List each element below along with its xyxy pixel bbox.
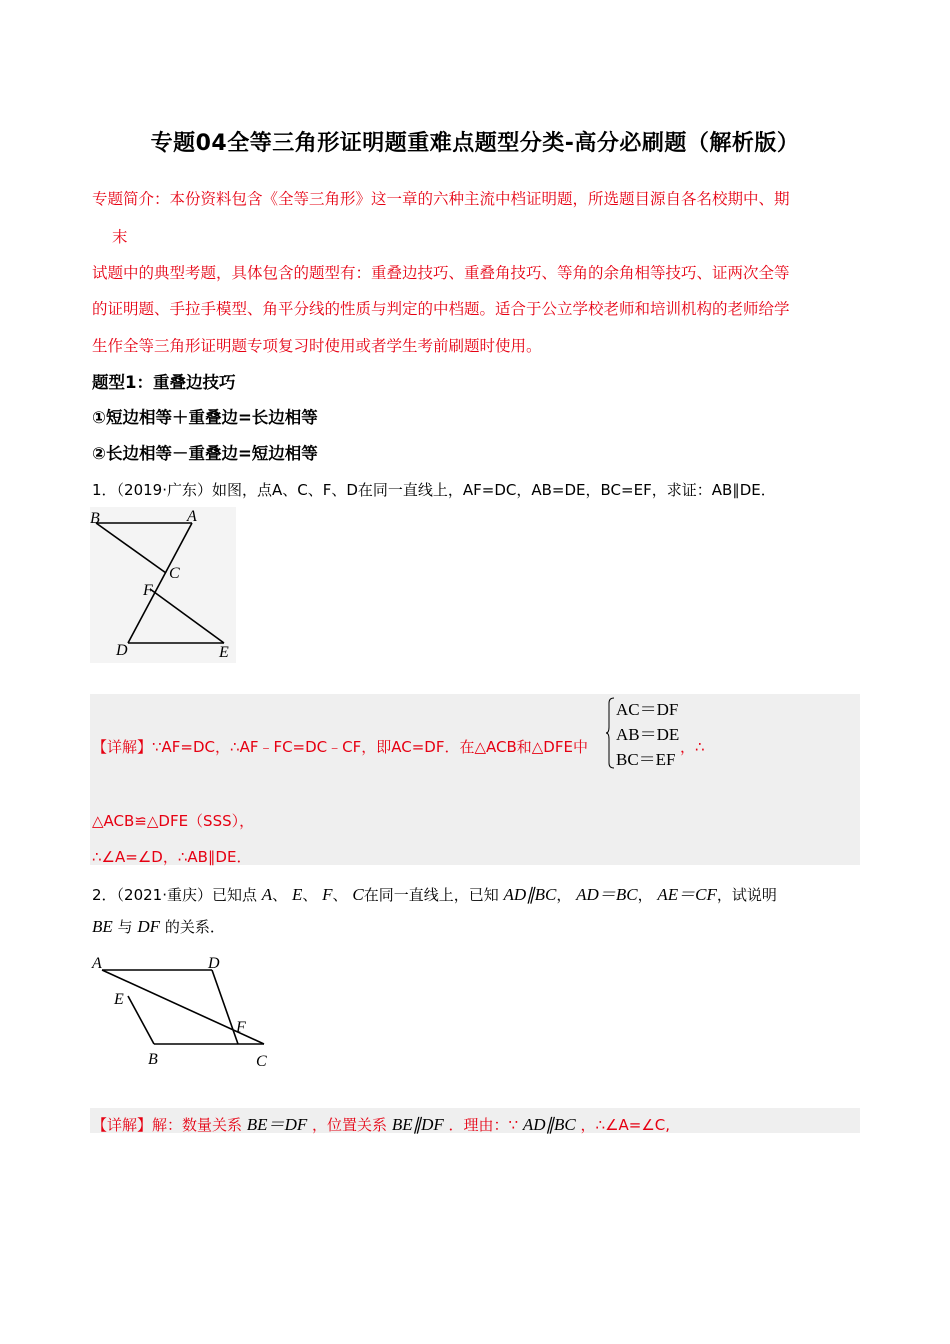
q2-df: DF <box>137 917 161 936</box>
q2-tail: ，试说明 <box>716 886 777 904</box>
fig2-label-e: E <box>114 991 124 1008</box>
fig2-label-c: C <box>256 1053 267 1070</box>
q2-sep-3: 、 <box>332 886 348 904</box>
answer-1-intro: 【详解】∵AF=DC，∴AF﹣FC=DC﹣CF，即AC=DF．在△ACB和△DFE中 <box>92 738 588 756</box>
q2-condition-1: AD∥BC <box>503 885 557 904</box>
page-title: 专题04全等三角形证明题重难点题型分类-高分必刷题（解析版） <box>150 131 800 156</box>
answer-2-tail: ，∴∠A=∠C, <box>580 1116 671 1134</box>
q2-yu: 与 <box>117 918 133 936</box>
q2-comma-1: ， <box>556 886 572 904</box>
q2-point-e: E <box>291 885 303 904</box>
answer-1-line-1 <box>92 736 588 757</box>
brace <box>606 697 616 769</box>
rule-1: ①短边相等＋重叠边=长边相等 <box>92 408 318 427</box>
q2-end: 的关系． <box>164 918 225 936</box>
answer-1-box <box>90 694 860 865</box>
q2-prefix: 2．（2021·重庆）已知点 <box>92 886 257 904</box>
q2-mid: 在同一直线上，已知 <box>363 886 499 904</box>
congruence-system <box>616 695 679 770</box>
q2-comma-2: ， <box>637 886 653 904</box>
answer-2-line <box>92 1110 670 1135</box>
fig2-label-f: F <box>236 1019 246 1036</box>
intro-line-5: 生作全等三角形证明题专项复习时使用或者学生考前刷题时使用。 <box>92 337 542 355</box>
answer-1-line-3: ∴∠A=∠D，∴AB∥DE． <box>92 848 252 866</box>
fig1-label-e: E <box>219 644 229 661</box>
answer-2-equation: BE＝DF <box>246 1115 308 1134</box>
question-2-line-1 <box>92 880 777 905</box>
system-row-3: BC＝EF <box>616 750 676 769</box>
intro-line-3: 试题中的典型考题，具体包含的题型有：重叠边技巧、重叠角技巧、等角的余角相等技巧、证两次全等 <box>92 264 790 282</box>
fig2-label-b: B <box>148 1051 158 1068</box>
answer-1-therefore: ，∴ <box>680 738 705 756</box>
fig2-label-d: D <box>208 955 220 972</box>
q2-sep-1: 、 <box>272 886 288 904</box>
intro-line-2: 末 <box>112 228 128 246</box>
q2-be: BE <box>92 917 113 936</box>
intro-line-4: 的证明题、手拉手模型、角平分线的性质与判定的中档题。适合于公立学校老师和培训机构的老师给学 <box>92 300 790 318</box>
q2-point-f: F <box>322 885 333 904</box>
answer-2-mid: ，位置关系 <box>312 1116 388 1134</box>
question-2-figure <box>88 948 278 1078</box>
system-row-2: AB＝DE <box>616 725 680 744</box>
intro-line-1: 专题简介：本份资料包含《全等三角形》这一章的六种主流中档证明题，所选题目源自各名校期中、期 <box>92 190 790 208</box>
q2-point-c: C <box>352 885 364 904</box>
question-2-line-2 <box>92 916 225 937</box>
answer-2-reason: ．理由：∵ <box>448 1116 519 1134</box>
fig2-label-a: A <box>92 955 102 972</box>
section-heading: 题型1：重叠边技巧 <box>92 373 236 392</box>
fig1-label-d: D <box>116 642 128 659</box>
answer-2-ad-bc: AD∥BC <box>522 1115 576 1134</box>
q2-sep-2: 、 <box>302 886 318 904</box>
q2-point-a: A <box>261 885 273 904</box>
answer-2-head: 【详解】解：数量关系 <box>92 1116 243 1134</box>
rule-2: ②长边相等－重叠边=短边相等 <box>92 444 318 463</box>
fig1-label-f: F <box>143 582 153 599</box>
fig1-label-b: B <box>90 510 100 527</box>
answer-2-parallel: BE∥DF <box>391 1115 444 1134</box>
system-row-1: AC＝DF <box>616 700 679 719</box>
answer-1-line-2: △ACB≌△DFE（SSS）， <box>92 812 255 830</box>
q2-condition-3: AE＝CF <box>657 885 717 904</box>
fig1-label-a: A <box>187 508 197 525</box>
question-1-text: 1．（2019·广东）如图，点A、C、F、D在同一直线上，AF=DC，AB=DE，BC=EF，求证：AB∥DE． <box>92 481 776 499</box>
fig1-label-c: C <box>169 565 180 582</box>
q2-condition-2: AD＝BC <box>576 885 638 904</box>
question-1-figure <box>88 505 238 665</box>
